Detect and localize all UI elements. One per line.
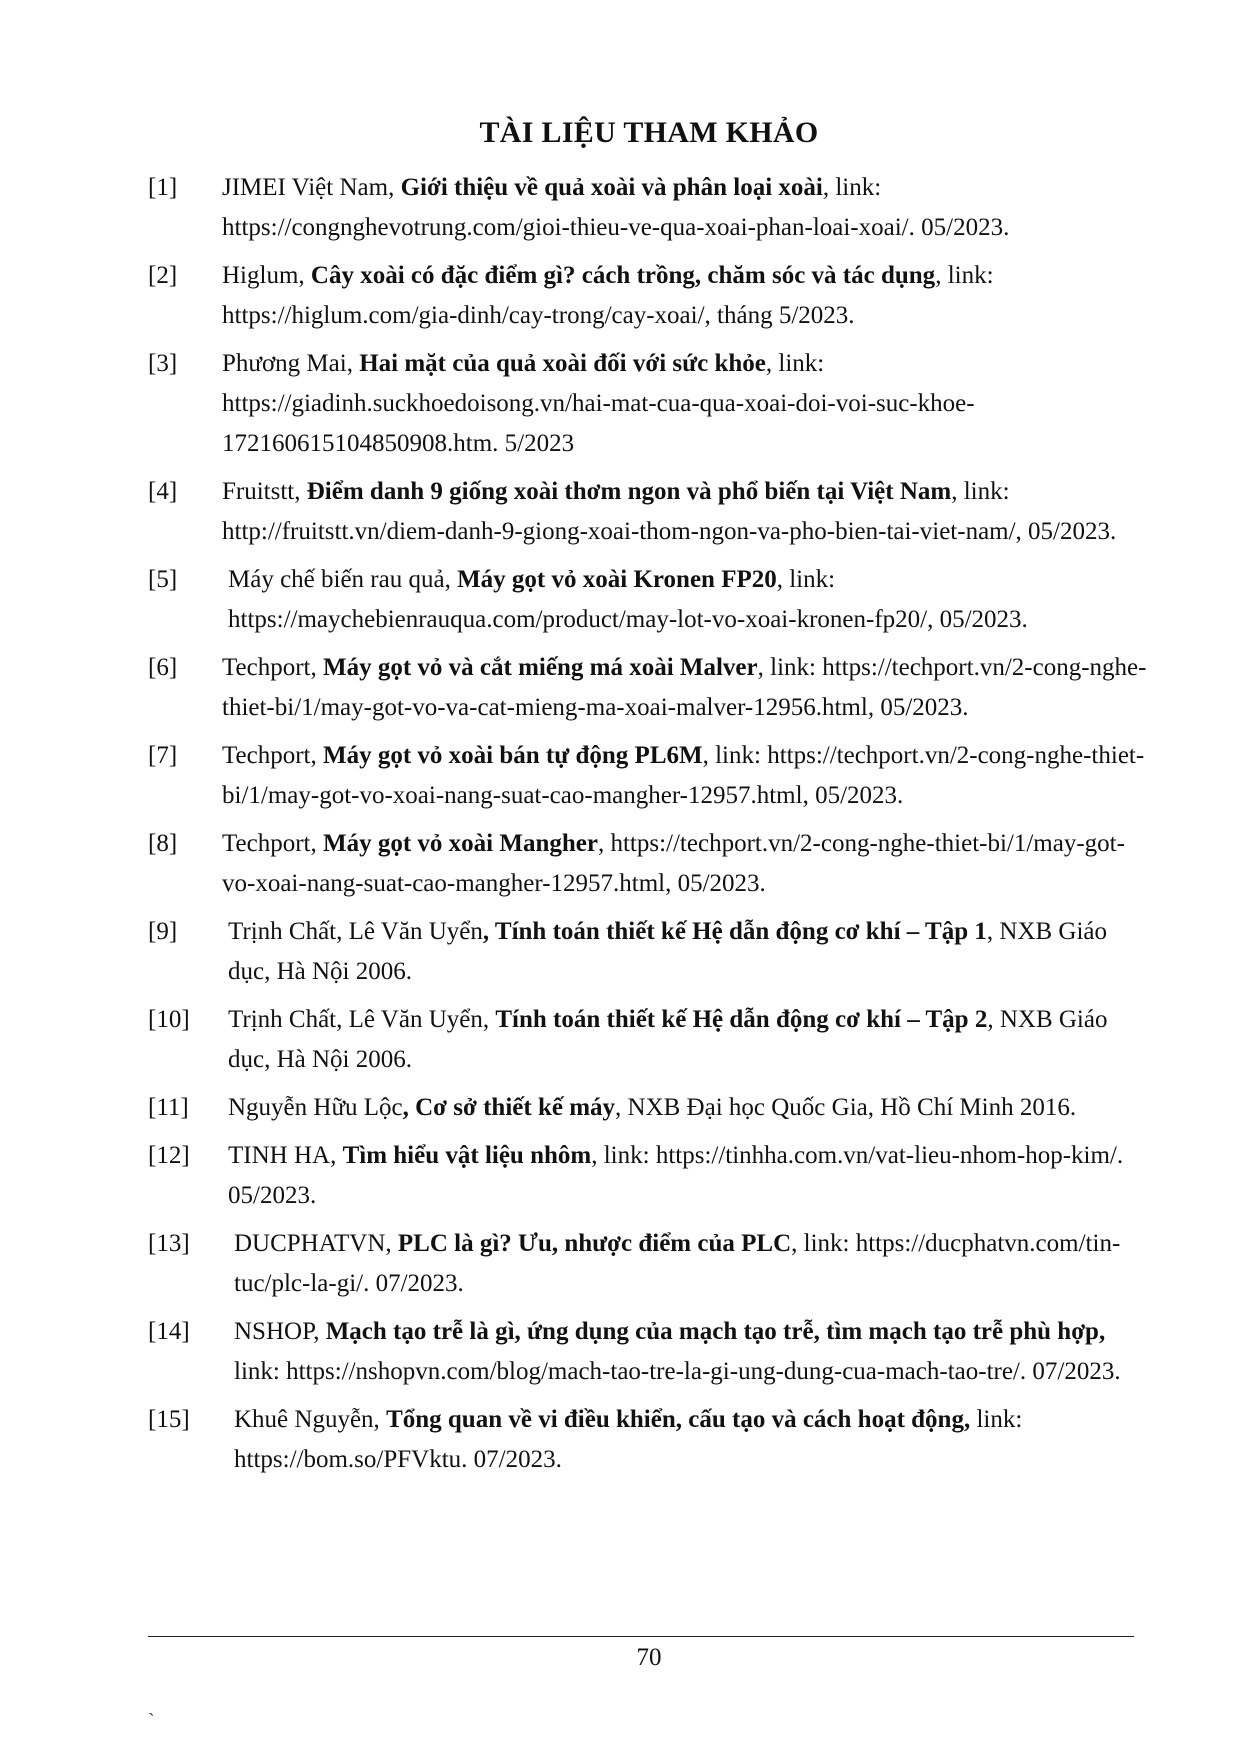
reference-source: , link: https://giadinh.suckhoedoisong.vn/hai-mat-cua-qua-xoai-doi-voi-suc-khoe-172160615104850908.htm. 5/2023	[222, 350, 975, 457]
reference-authors: NSHOP,	[234, 1318, 326, 1345]
reference-number: [6]	[148, 654, 178, 681]
reference-item	[148, 344, 1148, 464]
reference-title: Tính toán thiết kế Hệ dẫn động cơ khí – Tập 2	[495, 1006, 988, 1033]
reference-authors: DUCPHATVN,	[234, 1230, 398, 1257]
reference-item	[148, 648, 1148, 728]
reference-number: [14]	[148, 1318, 190, 1345]
reference-title: Tìm hiểu vật liệu nhôm	[342, 1142, 592, 1169]
reference-list	[148, 168, 1148, 1488]
reference-source: , link: https://techport.vn/2-cong-nghe-thiet-bi/1/may-got-vo-va-cat-mieng-ma-xoai-malver-12956.html, 05/2023.	[222, 654, 1147, 721]
reference-item	[148, 472, 1148, 552]
reference-text	[228, 1088, 1148, 1128]
reference-text	[222, 648, 1148, 728]
reference-number: [1]	[148, 174, 178, 201]
reference-authors: Khuê Nguyễn,	[234, 1406, 387, 1433]
reference-authors: Máy chế biến rau quả,	[228, 566, 458, 593]
page-title: TÀI LIỆU THAM KHẢO	[479, 116, 819, 149]
reference-number: [4]	[148, 478, 178, 505]
reference-number: [9]	[148, 918, 178, 945]
reference-number: [7]	[148, 742, 178, 769]
reference-text	[222, 344, 1148, 464]
reference-number: [5]	[148, 566, 178, 593]
reference-text	[228, 1136, 1148, 1216]
reference-text	[234, 1312, 1148, 1392]
reference-text	[222, 168, 1148, 248]
reference-title: Máy gọt vỏ xoài bán tự động PL6M	[323, 742, 703, 769]
reference-source: , link: https://techport.vn/2-cong-nghe-thiet-bi/1/may-got-vo-xoai-nang-suat-cao-mangher-12957.html, 05/2023.	[222, 742, 1145, 809]
reference-item	[148, 256, 1148, 336]
reference-authors: Trịnh Chất, Lê Văn Uyển,	[228, 1006, 496, 1033]
reference-source: , link: https://maychebienrauqua.com/product/may-lot-vo-xoai-kronen-fp20/, 05/2023.	[228, 566, 1028, 633]
reference-title: Cây xoài có đặc điểm gì? cách trồng, chăm sóc và tác dụng	[310, 262, 936, 289]
reference-title: PLC là gì? Ưu, nhược điểm của PLC	[397, 1230, 792, 1257]
reference-title: Máy gọt vỏ và cắt miếng má xoài Malver	[323, 654, 758, 681]
reference-item	[148, 1000, 1148, 1080]
reference-title: , Tính toán thiết kế Hệ dẫn động cơ khí – Tập 1	[482, 918, 987, 945]
reference-number: [13]	[148, 1230, 190, 1257]
reference-number: [11]	[148, 1094, 189, 1121]
reference-item	[148, 1224, 1148, 1304]
reference-number: [10]	[148, 1006, 190, 1033]
reference-text	[228, 560, 1148, 640]
reference-source: , NXB Đại học Quốc Gia, Hồ Chí Minh 2016.	[615, 1094, 1077, 1121]
reference-number: [8]	[148, 830, 178, 857]
reference-source: , NXB Giáo dục, Hà Nội 2006.	[228, 918, 1108, 985]
reference-authors: Fruitstt,	[222, 478, 307, 505]
reference-item	[148, 560, 1148, 640]
footer-mark: `	[148, 1710, 155, 1732]
reference-authors: Techport,	[222, 830, 323, 857]
reference-number: [2]	[148, 262, 178, 289]
reference-source: , link: https://congnghevotrung.com/gioi-thieu-ve-qua-xoai-phan-loai-xoai/. 05/2023.	[222, 174, 1010, 241]
reference-source: , link: https://tinhha.com.vn/vat-lieu-nhom-hop-kim/. 05/2023.	[228, 1142, 1124, 1209]
reference-item	[148, 736, 1148, 816]
reference-title: , Cơ sở thiết kế máy	[402, 1094, 616, 1121]
reference-text	[222, 256, 1148, 336]
reference-title: Điểm danh 9 giống xoài thơm ngon và phổ biến tại Việt Nam	[306, 478, 952, 505]
reference-item	[148, 1136, 1148, 1216]
reference-title: Giới thiệu về quả xoài và phân loại xoài	[400, 174, 823, 201]
page-number: 70	[636, 1644, 662, 1671]
reference-authors: Techport,	[222, 654, 323, 681]
reference-item	[148, 912, 1148, 992]
reference-source: , link: https://higlum.com/gia-dinh/cay-trong/cay-xoai/, tháng 5/2023.	[222, 262, 994, 329]
reference-item	[148, 1400, 1148, 1480]
reference-source: , link: https://ducphatvn.com/tin-tuc/plc-la-gi/. 07/2023.	[234, 1230, 1121, 1297]
reference-authors: TINH HA,	[228, 1142, 343, 1169]
reference-title: Máy gọt vỏ xoài Mangher	[323, 830, 598, 857]
reference-number: [3]	[148, 350, 178, 377]
reference-text	[222, 472, 1148, 552]
reference-title: Mạch tạo trễ là gì, ứng dụng của mạch tạo trễ, tìm mạch tạo trễ phù hợp,	[325, 1318, 1106, 1345]
reference-source: , https://techport.vn/2-cong-nghe-thiet-bi/1/may-got-vo-xoai-nang-suat-cao-mangher-12957.html, 05/2023.	[222, 830, 1125, 897]
reference-source: , link: http://fruitstt.vn/diem-danh-9-giong-xoai-thom-ngon-va-pho-bien-tai-viet-nam/, 05/2023.	[222, 478, 1117, 545]
reference-authors: Trịnh Chất, Lê Văn Uyển	[228, 918, 483, 945]
reference-item	[148, 1088, 1148, 1128]
reference-item	[148, 168, 1148, 248]
reference-text	[228, 1000, 1148, 1080]
reference-number: [15]	[148, 1406, 190, 1433]
reference-text	[222, 824, 1148, 904]
footer-divider	[148, 1636, 1134, 1637]
reference-text	[234, 1400, 1148, 1480]
reference-source: link: https://nshopvn.com/blog/mach-tao-tre-la-gi-ung-dung-cua-mach-tao-tre/. 07/2023.	[234, 1358, 1121, 1385]
reference-source: link: https://bom.so/PFVktu. 07/2023.	[234, 1406, 1023, 1473]
reference-title: Tổng quan về vi điều khiển, cấu tạo và cách hoạt động,	[386, 1406, 971, 1433]
reference-authors: Phương Mai,	[222, 350, 360, 377]
reference-text	[234, 1224, 1148, 1304]
reference-number: [12]	[148, 1142, 190, 1169]
reference-text	[222, 736, 1148, 816]
reference-item	[148, 824, 1148, 904]
reference-authors: JIMEI Việt Nam,	[222, 174, 401, 201]
reference-title: Máy gọt vỏ xoài Kronen FP20	[457, 566, 777, 593]
reference-authors: Higlum,	[222, 262, 311, 289]
reference-source: , NXB Giáo dục, Hà Nội 2006.	[228, 1006, 1108, 1073]
reference-item	[148, 1312, 1148, 1392]
reference-authors: Nguyễn Hữu Lộc	[228, 1094, 403, 1121]
reference-title: Hai mặt của quả xoài đối với sức khỏe	[359, 350, 766, 377]
reference-text	[228, 912, 1148, 992]
reference-authors: Techport,	[222, 742, 323, 769]
